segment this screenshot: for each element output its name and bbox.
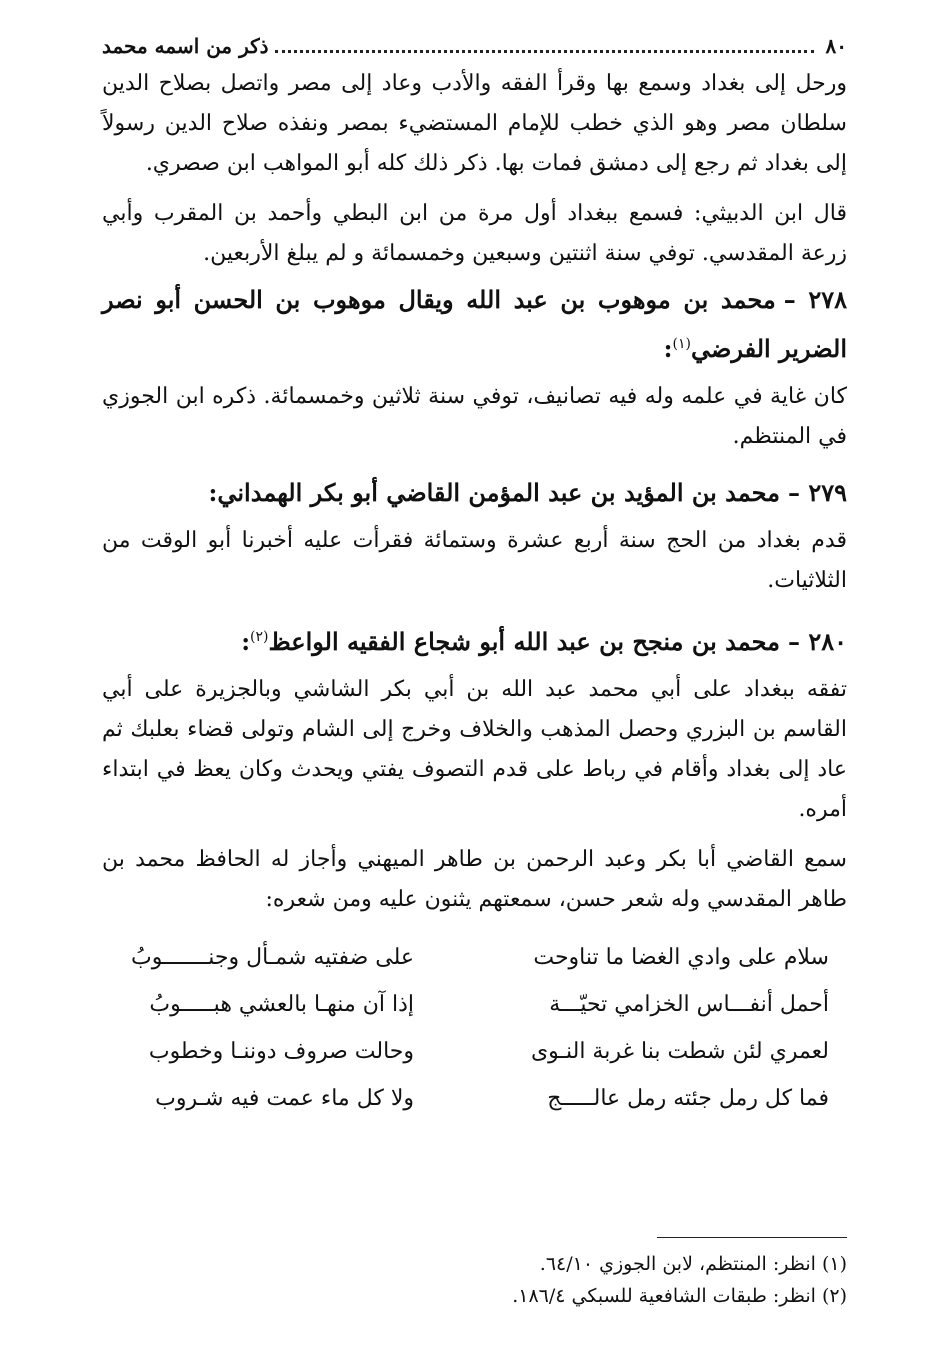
- heading-colon: :: [663, 334, 673, 363]
- paragraph: كان غاية في علمه وله فيه تصانيف، توفي سنة ثلاثين وخمسمائة. ذكره ابن الجوزي في المنتظم.: [102, 384, 847, 449]
- poem-verse: [102, 981, 847, 1028]
- verse-first-half: سلام على وادي الغضا ما تناوحت: [533, 945, 829, 970]
- running-title: ذكر من اسمه محمد: [102, 34, 269, 58]
- footnotes: [102, 1248, 847, 1312]
- footnote: (٢) انظر: طبقات الشافعية للسبكي ١٨٦/٤.: [512, 1285, 847, 1307]
- poem: [102, 934, 847, 1122]
- footnote-separator: [657, 1237, 847, 1238]
- paragraph: سمع القاضي أبا بكر وعبد الرحمن بن طاهر الميهني وأجاز له الحافظ محمد بن طاهر المقدسي وله شعر حسن، سمعتهم يثنون عليه ومن شعره:: [102, 847, 847, 912]
- heading-colon: :: [241, 627, 251, 656]
- verse-first-half: أحمل أنفـــاس الخزامي تحيّـــة: [549, 992, 829, 1017]
- entry-heading-278: [102, 278, 847, 371]
- entry-heading-280: [102, 615, 847, 664]
- verse-second-half: إذا آن منهـا بالعشي هبـــــوبُ: [149, 992, 414, 1017]
- entry-number: ٢٧٨ –: [783, 285, 847, 314]
- page-number: ٨٠: [825, 34, 847, 58]
- verse-first-half: لعمري لئن شطت بنا غربة النـوى: [530, 1039, 829, 1064]
- poem-verse: [102, 1028, 847, 1075]
- dotted-leader: [275, 50, 814, 53]
- entry-heading-text: محمد بن موهوب بن عبد الله ويقال موهوب بن الحسن أبو نصر الضرير الفرضي: [102, 285, 847, 363]
- entry-heading-text: محمد بن المؤيد بن عبد المؤمن القاضي أبو بكر الهمداني:: [208, 478, 780, 507]
- book-page: [102, 30, 847, 1340]
- entry-number: ٢٧٩ –: [787, 478, 847, 507]
- paragraph: ورحل إلى بغداد وسمع بها وقرأ الفقه والأدب وعاد إلى مصر واتصل بصلاح الدين سلطان مصر وهو الذي خطب للإمام المستضيء بمصر ونفذه صلاح الدين رسولاً إلى بغداد ثم رجع إلى دمشق فمات بها. ذكر ذلك كله أبو المواهب ابن صصري.: [102, 71, 847, 176]
- entry-heading-279: [102, 471, 847, 515]
- footnote: (١) انظر: المنتظم، لابن الجوزي ٦٤/١٠.: [539, 1253, 847, 1275]
- footnote-ref: (١): [672, 336, 691, 352]
- poem-verse: [102, 934, 847, 981]
- footnote-ref: (٢): [250, 629, 269, 645]
- verse-second-half: وحالت صروف دوننـا وخطوب: [148, 1039, 414, 1064]
- running-head: [102, 30, 847, 64]
- verse-first-half: فما كل رمل جئته رمل عالـــــج: [547, 1086, 829, 1111]
- verse-second-half: على ضفتيه شمـأل وجنـــــــوبُ: [131, 945, 414, 970]
- paragraph: قال ابن الدبيثي: فسمع ببغداد أول مرة من ابن البطي وأحمد بن المقرب وأبي زرعة المقدسي. توفي سنة اثنتين وسبعين وخمسمائة و لم يبلغ الأربعين.: [102, 201, 847, 266]
- poem-verse: [102, 1075, 847, 1122]
- entry-number: ٢٨٠ –: [787, 627, 847, 656]
- entry-heading-text: محمد بن منجح بن عبد الله أبو شجاع الفقيه الواعظ: [268, 627, 780, 656]
- verse-second-half: ولا كل ماء عمت فيه شـروب: [155, 1086, 414, 1111]
- paragraph: قدم بغداد من الحج سنة أربع عشرة وستمائة فقرأت عليه أخبرنا أبو الوقت من الثلاثيات.: [102, 528, 847, 593]
- paragraph: تفقه ببغداد على أبي محمد عبد الله بن أبي بكر الشاشي وبالجزيرة على أبي القاسم بن البزري وحصل المذهب والخلاف وخرج إلى الشام وتولى قضاء بعلبك ثم عاد إلى بغداد وأقام في رباط على قدم التصوف يفتي ويحدث وكان يعظ في ابتداء أمره.: [102, 677, 847, 822]
